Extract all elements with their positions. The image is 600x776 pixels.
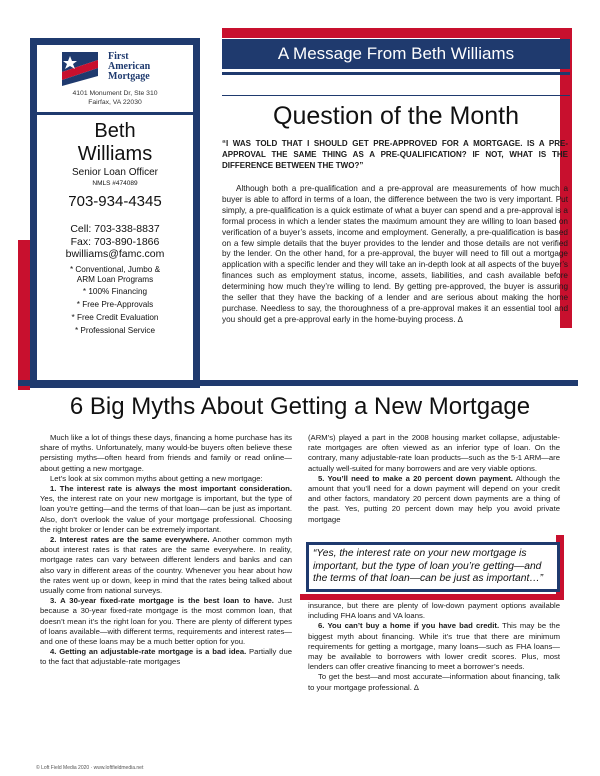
company-logo-text xyxy=(108,52,178,82)
myth-4-body: Partially due to the fact that adjustable-rate mortgages xyxy=(40,647,292,667)
section-divider-bar xyxy=(18,380,578,386)
service-item: * Free Pre-Approvals xyxy=(76,300,154,309)
myth-5-continued: insurance, but there are plenty of low-down payment options available including FHA loans and VA loans. xyxy=(308,601,560,621)
footer-copyright: © Loft Field Media 2020 · www.loftfieldmedia.net xyxy=(36,765,144,771)
myth-5-heading: 5. You’ll need to make a 20 percent down payment. xyxy=(318,473,513,483)
myths-intro: Much like a lot of things these days, financing a home purchase has its share of myths. Unfortunately, many would-be buyers often believe these persisting myths—often heard from friends and family or read online—about getting a new mortgage. xyxy=(40,433,292,473)
service-item: * Professional Service xyxy=(74,326,156,335)
agent-last-name: Williams xyxy=(77,143,153,165)
message-banner: A Message From Beth Williams xyxy=(222,39,570,69)
myth-5 xyxy=(308,474,560,525)
service-item: * Conventional, Jumbo & xyxy=(69,265,161,274)
office-address xyxy=(37,90,193,107)
myth-2 xyxy=(40,535,292,596)
agent-title: Senior Loan Officer xyxy=(72,167,158,178)
first-american-flag-logo-icon xyxy=(62,52,98,86)
qotm-answer: Although both a pre-qualification and a pre-approval are measurements of how much a buyer is able to afford in terms of a loan, the difference between the two is very important. Put simply, a pre-qualification is a quick estimate of what a buyer can spend and a pre-approval is a formal process in which a lender states the maximum amount they are willing to loan based on verification of a buyer’s assets, income and employment. Generally, a pre-qualification is based on a few simple details that the buyer provides to the lender and those details are not verified by the lender. On the other hand, for a pre-approval, the buyer will need to fill out a mortgage application with a specific lender and they will take an in-depth look at all aspects of the buyer’s finances such as employment status, income, assets, liabilities, and cash available before determining how much they’re willing to lend. By getting pre-approved, the buyer is assuring the seller that they have the backing of a lender and are serious about making the home purchase. Needless to say, the thoroughness of a pre-approval makes it an essential tool and you should get a pre-approval early in the home-buying process. ∆ xyxy=(222,184,568,324)
address-line-1: 4101 Monument Dr, Ste 310 xyxy=(72,90,158,97)
myths-column-2-continued xyxy=(308,601,560,693)
myth-3-heading: 3. A 30-year fixed-rate mortgage is the best loan to have. xyxy=(50,596,274,606)
logo-line-3: Mortgage xyxy=(108,71,150,82)
service-item: ARM Loan Programs xyxy=(76,275,154,284)
agent-nmls: NMLS #474089 xyxy=(92,180,138,187)
top-red-bar xyxy=(222,28,572,38)
logo-line-2: American xyxy=(108,61,151,72)
services-list xyxy=(37,265,193,337)
myth-4-heading: 4. Getting an adjustable-rate mortgage is a bad idea. xyxy=(50,647,247,657)
service-item: * Free Credit Evaluation xyxy=(71,313,159,322)
myths-column-1 xyxy=(40,433,292,668)
myth-1 xyxy=(40,484,292,535)
myth-3 xyxy=(40,596,292,647)
pull-quote-accent-bottom xyxy=(300,594,564,600)
myth-6 xyxy=(308,621,560,672)
myth-5-body: Although the amount that you’ll need for a down payment will depend on your credit and other factors, mandatory 20 percent down payments are a thing of the past. Yes, putting 20 percent down may help you avoid private mortgage xyxy=(308,473,560,524)
myth-2-heading: 2. Interest rates are the same everywhere. xyxy=(50,535,210,545)
pull-quote-text: “Yes, the interest rate on your new mortgage is important, but the type of loan you’re getting—and the terms of that loan—can be just as important…” xyxy=(313,548,544,584)
qotm-question: “I WAS TOLD THAT I SHOULD GET PRE-APPROVED FOR A MORTGAGE. IS A PRE-APPROVAL THE SAME THING AS A PRE-QUALIFICATION? IF NOT, WHAT IS THE DIFFERENCE BETWEEN THE TWO?” xyxy=(222,139,568,170)
myths-closing: To get the best—and most accurate—information about financing, talk to your mortgage professional. ∆ xyxy=(308,672,560,692)
address-line-2: Fairfax, VA 22030 xyxy=(88,98,142,106)
myth-3-body: Just because a 30-year fixed-rate mortgage is the most common loan, that doesn’t mean it’s the right loan for you. There are plenty of different types of loans available—with different terms, requirements and interest rates—and one of these loans may be a much better option for you. xyxy=(40,596,292,647)
agent-contact-details xyxy=(37,223,193,261)
myth-2-body: Another common myth about interest rates is that rates are the same everywhere. In reality, mortgage rates can vary between different lenders and banks and can also vary in different areas of the country. Whenever you hear about how the rates went up or down, keep in mind that the rates being talked about usually come from national surveys. xyxy=(40,535,292,596)
myths-column-2 xyxy=(308,433,560,525)
agent-email: bwilliams@famc.com xyxy=(65,248,165,260)
qotm-divider xyxy=(222,95,570,96)
logo-line-1: First xyxy=(108,51,129,62)
left-red-bar xyxy=(18,240,30,390)
myths-title: 6 Big Myths About Getting a New Mortgage xyxy=(69,393,531,420)
agent-phone: 703-934-4345 xyxy=(68,193,162,210)
myth-4-continued: (ARM’s) played a part in the 2008 housing market collapse, adjustable-rate mortgages are often viewed as an inferior type of loan. On the contrary, many adjustable-rate loan products—such as the 5-1 ARM—are actually well-suited for many borrowers and are very viable options. xyxy=(308,433,560,473)
agent-fax: Fax: 703-890-1866 xyxy=(70,235,160,248)
myth-6-heading: 6. You can’t buy a home if you have bad credit. xyxy=(318,621,500,631)
agent-first-name: Beth xyxy=(94,120,136,142)
myth-6-body: This may be the biggest myth about financing. While it’s true that there are minimum requirements for getting a mortgage, many loans—such as FHA loans—may be available to borrowers with lower credit scores. Plus, most lenders can offer creative financing to meet a borrower’s needs. xyxy=(308,621,560,672)
agent-cell: Cell: 703-338-8837 xyxy=(70,223,160,235)
myth-1-body: Yes, the interest rate on your new mortgage is important, but the type of loan you’re getting—and the terms of that loan—can be just as important. Also, don’t overlook the value of your mortgage professional. Choosing the right broker or lender can be extremely important. xyxy=(40,494,292,534)
myths-intro-2: Let’s look at six common myths about getting a new mortgage: xyxy=(50,473,263,483)
agent-name xyxy=(37,120,193,166)
banner-underline xyxy=(222,72,570,75)
qotm-title: Question of the Month xyxy=(273,102,519,130)
myth-1-heading: 1. The interest rate is always the most important consideration. xyxy=(50,484,292,494)
myth-4 xyxy=(40,647,292,667)
service-item: * 100% Financing xyxy=(82,287,148,296)
